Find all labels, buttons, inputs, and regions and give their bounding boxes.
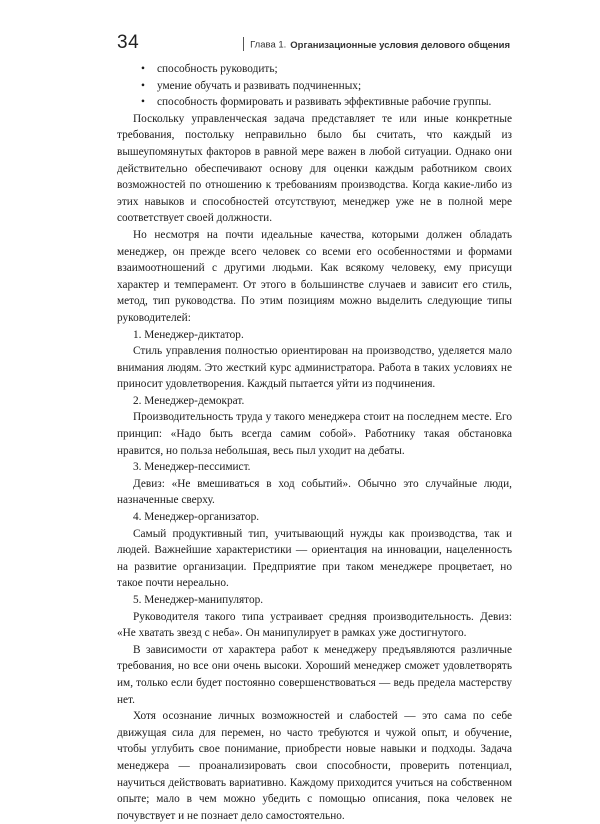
chapter-title: Организационные условия делового общения bbox=[290, 39, 510, 51]
chapter-label: Глава 1. bbox=[250, 39, 287, 51]
paragraph: Руководителя такого типа устраивает средняя производительность. Девиз: «Не хватать звезд с неба». Он манипулирует в рамках уже достигнутого. bbox=[117, 610, 512, 640]
manager-type-heading: 1. Менеджер-диктатор. bbox=[133, 328, 244, 341]
header-divider bbox=[243, 37, 244, 51]
page-body bbox=[117, 61, 512, 824]
bullet-item: • способность руководить; bbox=[117, 61, 512, 78]
page-number: 34 bbox=[117, 32, 140, 53]
manager-type-heading: 4. Менеджер-организатор. bbox=[133, 511, 260, 524]
paragraph: Стиль управления полностью ориентирован на производство, уделяется мало внимания людям. Это жесткий курс администратора. Работа в таких условиях не приносит удовлетворения. Каждый пытается уйти из подчинения. bbox=[117, 345, 512, 391]
bullet-list bbox=[117, 61, 512, 111]
manager-type-heading: 2. Менеджер-демократ. bbox=[133, 394, 245, 407]
bullet-item: • умение обучать и развивать подчиненных; bbox=[117, 78, 512, 95]
page-header bbox=[0, 0, 600, 60]
paragraph: Девиз: «Не вмешиваться в ход событий». Обычно это случайные люди, назначенные сверху. bbox=[117, 477, 512, 507]
paragraph: Самый продуктивный тип, учитывающий нужды как производства, так и людей. Важнейшие характеристики — ориентация на инновации, нацеленность на развитие организации. Предприятие при таком менеджере процветает, но такое почти нереально. bbox=[117, 527, 512, 590]
paragraph: Хотя осознание личных возможностей и слабостей — это сама по себе движущая сила для перемен, но часто требуются и чужой опыт, и обучение, чтобы углубить свое понимание, приобрести новые навыки и подходы. Задача менеджера — проанализировать свои способности, проверить потенциал, научиться действовать вариативно. Каждому приходится учиться на собственном опыте; мало в чем можно убедить с помощью описания, пока человек не почувствует и не познает дело самостоятельно. bbox=[117, 710, 512, 822]
manager-type-heading: 3. Менеджер-пессимист. bbox=[133, 461, 251, 474]
paragraph: В зависимости от характера работ к менеджеру предъявляются различные требования, но все они очень высоки. Хороший менеджер сможет удовлетворять им, только если будет постоянно совершенствоваться — ведь предела мастерству нет. bbox=[117, 643, 512, 706]
paragraph: Поскольку управленческая задача представляет те или иные конкретные требования, постольку неправильно было бы считать, что каждый из вышеупомянутых факторов в равной мере важен в любой ситуации. Однако они действительно обеспечивают основу для оценки каждым работником своих возможностей по отношению к требованиям производства. Когда какие-либо из этих навыков и способностей отсутствуют, менеджер уже не в полной мере соответствует своей должности. bbox=[117, 112, 512, 225]
paragraph: Производительность труда у такого менеджера стоит на последнем месте. Его принцип: «Надо быть всегда самим собой». Работнику такая обстановка нравится, но польза небольшая, весь пыл уходит на дебаты. bbox=[117, 411, 512, 457]
paragraph: Но несмотря на почти идеальные качества, которыми должен обладать менеджер, он прежде всего человек со всеми его особенностями и формами взаимоотношений с другими людьми. Как всякому человеку, ему присущи характер и темперамент. От этого в большинстве случаев и зависит его стиль, метод, тип руководства. По этим позициям можно выделить следующие типы руководителей: bbox=[117, 228, 512, 324]
manager-type-heading: 5. Менеджер-манипулятор. bbox=[133, 594, 264, 606]
bullet-item: • способность формировать и развивать эффективные рабочие группы. bbox=[117, 94, 512, 111]
running-head bbox=[243, 38, 510, 52]
